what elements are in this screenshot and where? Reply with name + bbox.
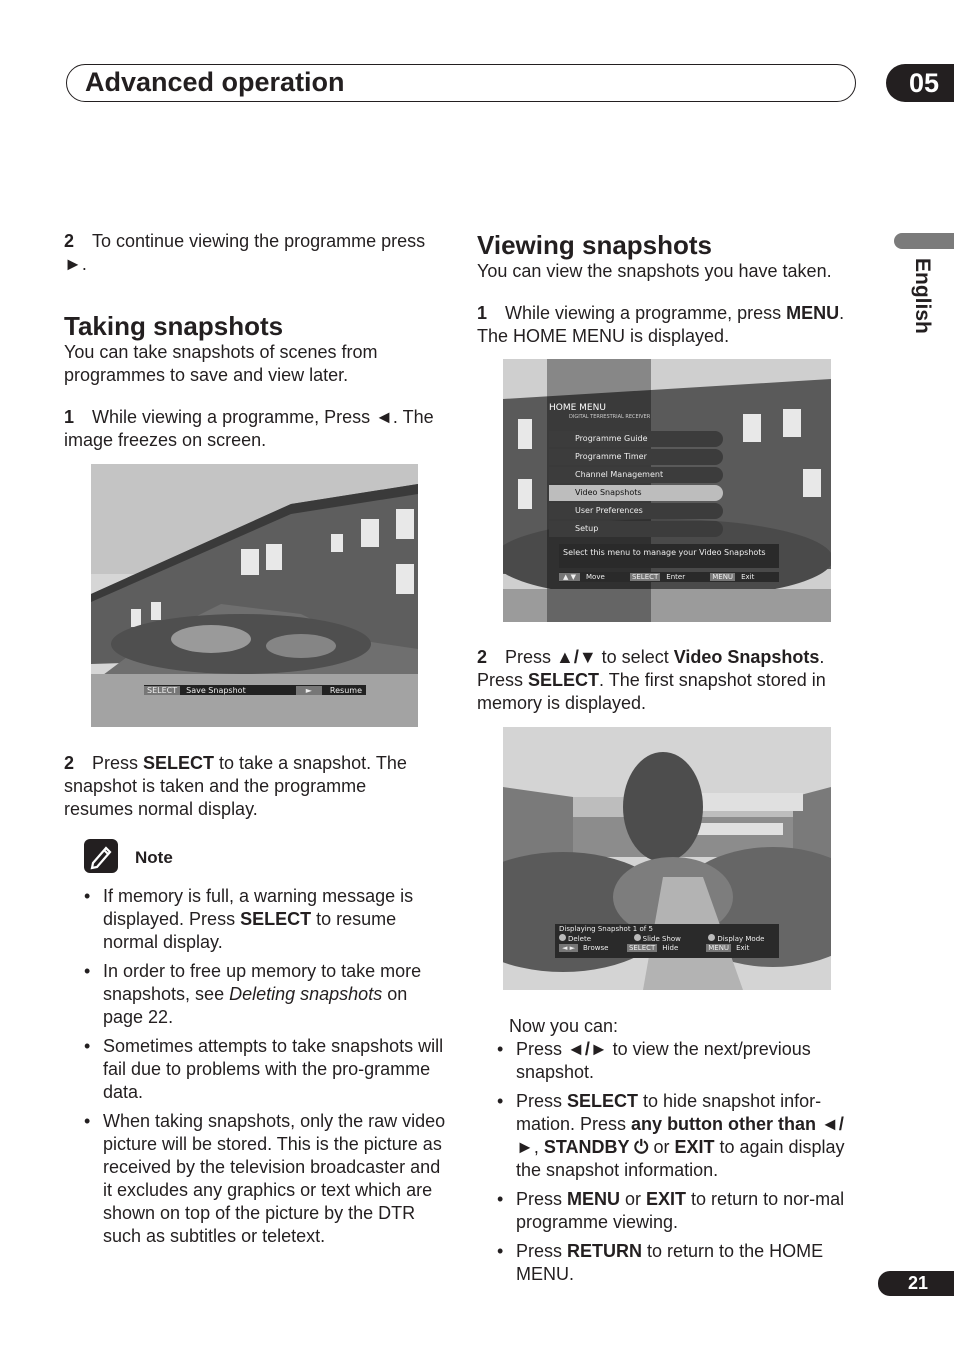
- delete-button-icon: [559, 934, 566, 941]
- move-label: Move: [586, 573, 605, 581]
- page-number: 21: [878, 1271, 954, 1296]
- chapter-header: [66, 64, 856, 102]
- snapshot-osd-panel: [555, 924, 779, 958]
- taking-step-2: 2 Press SELECT to take a snapshot. The snapshot is taken and the programme resumes normal display.: [64, 753, 407, 819]
- note-label: Note: [135, 848, 173, 867]
- menu-item-programme-guide[interactable]: Programme Guide: [549, 431, 723, 447]
- note-pencil-icon: [84, 839, 118, 873]
- save-snapshot-label: Save Snapshot: [186, 685, 246, 695]
- menu-item-setup[interactable]: Setup: [549, 521, 723, 537]
- menu-item-channel-management[interactable]: Channel Management: [549, 467, 723, 483]
- viewing-step-1: 1 While viewing a programme, press MENU. The HOME MENU is displayed.: [477, 303, 845, 346]
- note-list-block: [84, 885, 446, 1254]
- now-you-can: Now you can:: [509, 1016, 619, 1036]
- home-menu-title: HOME MENU: [549, 403, 606, 413]
- slide-show-option[interactable]: Slide Show: [634, 934, 701, 943]
- viewing-step-2-block: [477, 646, 857, 715]
- snapshot-display-screen: [503, 727, 831, 990]
- play-arrow-key: ►: [296, 686, 322, 695]
- menu-item-programme-timer[interactable]: Programme Timer: [549, 449, 723, 465]
- viewing-step-2: 2 Press ▲/▼ to select Video Snapshots. Press SELECT. The first snapshot stored in memory is displayed.: [477, 647, 826, 713]
- taking-heading: Taking snapshots: [64, 311, 284, 341]
- action-item: • Press ◄/► to view the next/previous snapshot.: [497, 1038, 849, 1084]
- delete-option[interactable]: Delete: [559, 934, 626, 943]
- display-mode-button-icon: [708, 934, 715, 941]
- resume-label: Resume: [329, 685, 362, 695]
- enter-label: Enter: [666, 573, 686, 581]
- action-item: • Press RETURN to return to the HOME MENU.: [497, 1240, 849, 1286]
- freeze-frame-screen: [91, 464, 418, 727]
- action-item: • Press MENU or EXIT to return to nor-mal programme viewing.: [497, 1188, 849, 1234]
- taking-step-1: 1 While viewing a programme, Press ◄. The image freezes on screen.: [64, 407, 434, 450]
- home-menu-subtitle: DIGITAL TERRESTRIAL RECEIVER: [569, 414, 651, 420]
- snapshot-osd-row-1: [555, 934, 779, 943]
- chapter-number: 05: [886, 64, 954, 102]
- note-item: • If memory is full, a warning message is displayed. Press SELECT to resume normal display.: [84, 885, 446, 954]
- browse-arrow-keys: ◄ ►: [559, 944, 578, 952]
- snapshot-osd-bar: [144, 685, 366, 695]
- snapshot-status: Displaying Snapshot 1 of 5: [559, 925, 653, 933]
- chapter-title: Advanced operation: [85, 67, 345, 97]
- home-menu-key-bar: [559, 572, 779, 582]
- side-tab: [894, 233, 954, 249]
- note-list: [84, 885, 446, 1248]
- viewing-intro: You can view the snapshots you have taken.: [477, 261, 832, 281]
- menu-item-video-snapshots[interactable]: Video Snapshots: [549, 485, 723, 501]
- note-item: • In order to free up memory to take more snapshots, see Deleting snapshots on page 22.: [84, 960, 446, 1029]
- right-column-top: [477, 230, 857, 348]
- select-key-label: SELECT: [144, 686, 180, 695]
- select-key: SELECT: [631, 573, 659, 581]
- taking-intro: You can take snapshots of scenes from programmes to save and view later.: [64, 342, 378, 385]
- viewing-heading: Viewing snapshots: [477, 230, 713, 260]
- slide-show-button-icon: [634, 934, 641, 941]
- browse-label: Browse: [583, 944, 609, 952]
- action-item: • Press SELECT to hide snapshot infor-mation. Press any button other than ◄/►, STANDBY ⏻ or EXIT to again display the snapshot information.: [497, 1090, 849, 1182]
- menu-key: MENU: [708, 944, 730, 952]
- taking-step-2-block: [64, 752, 439, 821]
- arrow-keys: ▲ ▼: [559, 573, 580, 581]
- menu-item-user-preferences[interactable]: User Preferences: [549, 503, 723, 519]
- home-menu-help-text: Select this menu to manage your Video Snapshots: [559, 544, 779, 568]
- menu-key: MENU: [712, 573, 734, 581]
- note-item: • Sometimes attempts to take snapshots will fail due to problems with the pro-gramme data.: [84, 1035, 446, 1104]
- select-key: SELECT: [628, 944, 656, 952]
- exit-label: Exit: [741, 573, 755, 581]
- snapshot-osd-row-2: [555, 944, 779, 952]
- note-item: • When taking snapshots, only the raw video picture will be stored. This is the picture as received by the television broadcaster and it excludes any graphics or text which are shown on top of the picture by the DTR such as subtitles or teletext.: [84, 1110, 446, 1248]
- home-menu-list: [549, 431, 723, 539]
- actions-list: [497, 1038, 849, 1286]
- left-column-top: [64, 230, 439, 452]
- step-continue: 2 To continue viewing the programme press ►.: [64, 231, 426, 274]
- exit-label: Exit: [736, 944, 750, 952]
- now-you-can-block: [497, 1015, 849, 1292]
- language-label: English: [911, 258, 934, 334]
- display-mode-option[interactable]: Display Mode: [708, 934, 775, 943]
- hide-label: Hide: [662, 944, 679, 952]
- home-menu-screen: [503, 359, 831, 622]
